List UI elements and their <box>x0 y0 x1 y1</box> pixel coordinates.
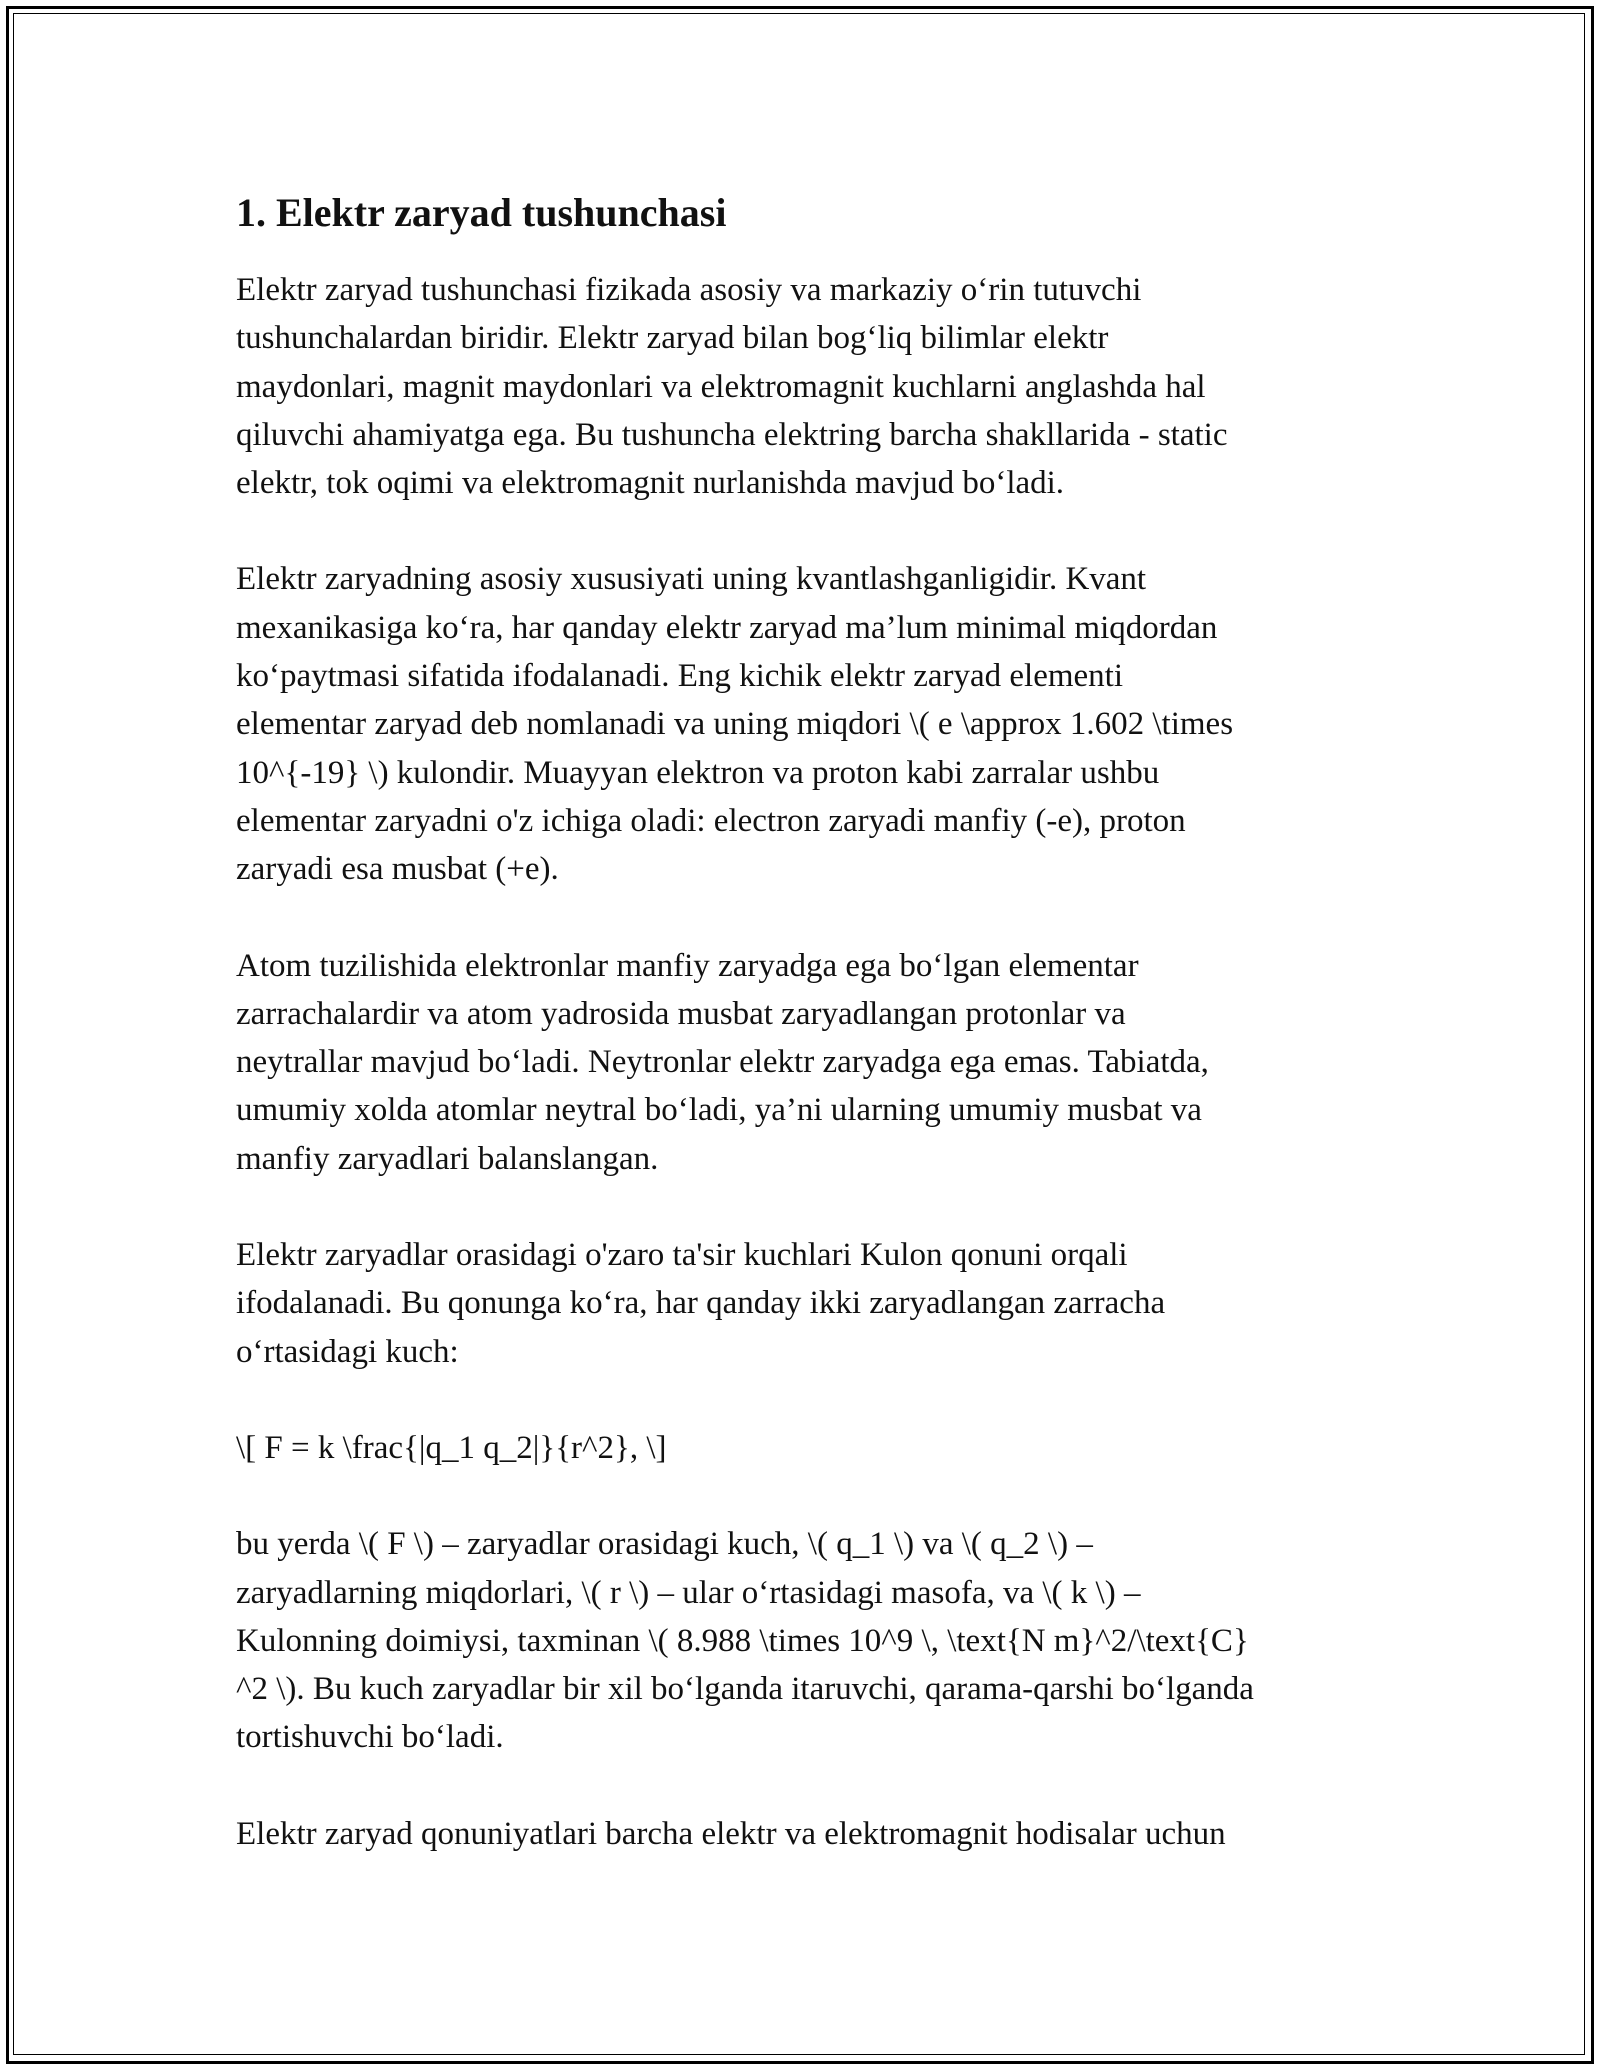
paragraph-coulomb-law: Elektr zaryadlar orasidagi o'zaro ta'sir kuchlari Kulon qonuni orqali ifodalanadi. Bu qonunga ko‘ra, har qanday ikki zaryadlangan zarracha o‘rtasidagi kuch: <box>236 1237 1166 1370</box>
section-heading: 1. Elektr zaryad tushunchasi <box>236 190 727 235</box>
paragraph-formula-explanation: bu yerda \( F \) – zaryadlar orasidagi kuch, \( q_1 \) va \( q_2 \) – zaryadlarning miqdorlari, \( r \) – ular o‘rtasidagi masofa, va \( k \) – Kulonning doimiysi, taxminan \( 8.988 \times 10^9 \, \text{N m}^2/\text{C} ^2 \). Bu kuch zaryadlar bir xil bo‘lganda itaruvchi, qarama-qarshi bo‘lganda tortishuvchi bo‘ladi. <box>236 1526 1254 1756</box>
paragraph-formula: \[ F = k \frac{|q_1 q_2|}{r^2}, \] <box>236 1429 667 1466</box>
document-body <box>236 186 1376 1906</box>
paragraph-quantization: Elektr zaryadning asosiy xususiyati uning kvantlashganligidir. Kvant mexanikasiga ko‘ra, har qanday elektr zaryad ma’lum minimal miqdordan ko‘paytmasi sifatida ifodalanadi. Eng kichik elektr zaryad elementi elementar zaryad deb nomlanadi va uning miqdori \( e \approx 1.602 \times 10^{-19} \) kulondir. Muayyan elektron va proton kabi zarralar ushbu elementar zaryadni o'z ichiga oladi: electron zaryadi manfiy (-e), proton zaryadi esa musbat (+e). <box>236 561 1234 888</box>
paragraph-atom-structure: Atom tuzilishida elektronlar manfiy zaryadga ega bo‘lgan elementar zarrachalardir va atom yadrosida musbat zaryadlangan protonlar va neytrallar mavjud bo‘ladi. Neytronlar elektr zaryadga ega emas. Tabiatda, umumiy xolda atomlar neytral bo‘ladi, ya’ni ularning umumiy musbat va manfiy zaryadlari balanslangan. <box>236 947 1209 1177</box>
paragraph-intro: Elektr zaryad tushunchasi fizikada asosiy va markaziy o‘rin tutuvchi tushunchalardan biridir. Elektr zaryad bilan bog‘liq bilimlar elektr maydonlari, magnit maydonlari va elektromagnit kuchlarni anglashda hal qiluvchi ahamiyatga ega. Bu tushuncha elektring barcha shakllarida - static elektr, tok oqimi va elektromagnit nurlanishda mavjud bo‘ladi. <box>236 272 1228 502</box>
paragraph-closing: Elektr zaryad qonuniyatlari barcha elektr va elektromagnit hodisalar uchun <box>236 1815 1226 1852</box>
